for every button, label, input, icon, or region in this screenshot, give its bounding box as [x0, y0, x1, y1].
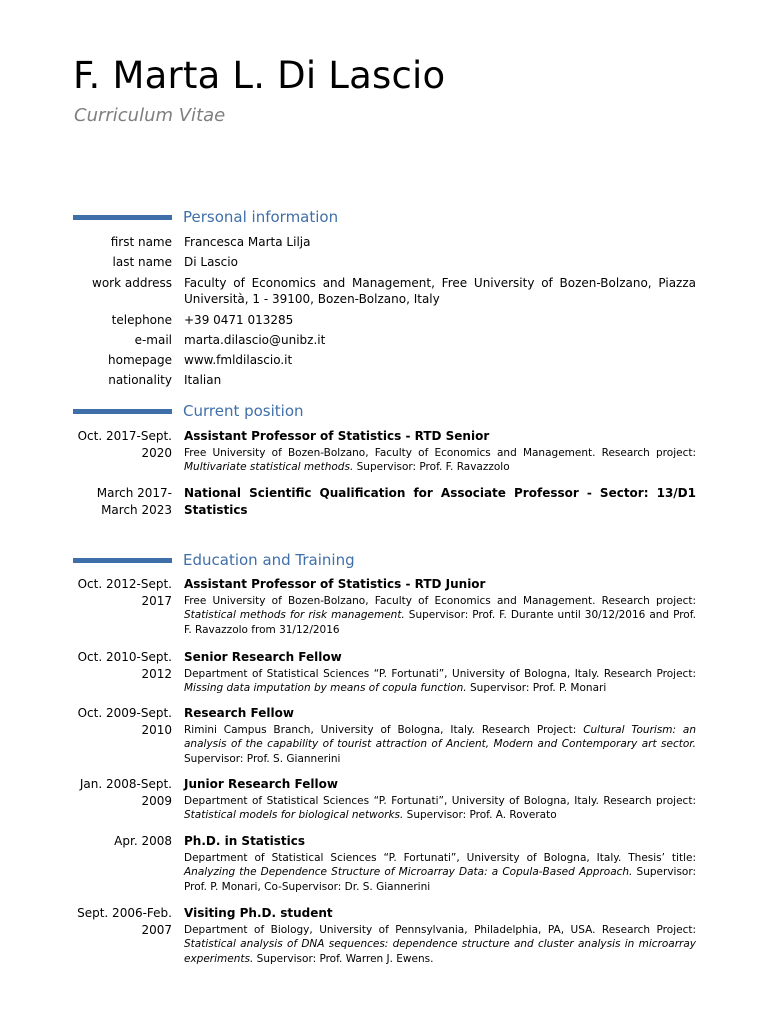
info-value: Faculty of Economics and Management, Free University of Bozen-Bolzano, Piazza Università, 1 - 39100, Bozen-Bolzano, Italy [184, 276, 696, 306]
entry-description: Department of Statistical Sciences “P. Fortunati”, University of Bologna, Italy. Research project: Statistical models for biological networks. Supervisor: Prof. A. Roverato [184, 794, 696, 821]
entry-description: Free University of Bozen-Bolzano, Faculty of Economics and Management. Research project: Multivariate statistical methods. Supervisor: Prof. F. Ravazzolo [184, 446, 696, 473]
entry-title: Assistant Professor of Statistics - RTD Senior [184, 429, 490, 443]
entry-body [184, 905, 696, 966]
homepage-link[interactable]: www.fmldilascio.it [184, 353, 293, 367]
section-personal-information [73, 207, 697, 229]
section-bar [73, 215, 172, 220]
entry-description: Department of Statistical Sciences “P. Fortunati”, University of Bologna, Italy. Thesis’ title: Analyzing the Dependence Structure of Microarray Data: a Copula-Based Approach. Supervisor: Prof. P. Monari, Co-Supervisor: Dr. S. Giannerini [184, 851, 697, 893]
entry-body [184, 705, 696, 766]
info-label: telephone [111, 313, 172, 327]
section-title: Current position [183, 402, 304, 420]
entry-title: Junior Research Fellow [184, 777, 338, 791]
entry-body [184, 833, 696, 894]
entry-body [184, 428, 696, 475]
section-bar [73, 409, 172, 414]
section-current-position [73, 401, 697, 423]
entry-date: Jan. 2008-Sept. 2009 [79, 777, 172, 808]
section-title: Personal information [183, 208, 339, 226]
entry-description: Department of Biology, University of Pennsylvania, Philadelphia, PA, USA. Research Project: Statistical analysis of DNA sequences: dependence structure and cluster analysis in microarray experiments. Supervisor: Prof. Warren J. Ewens. [184, 923, 696, 965]
entry-date: Oct. 2017-Sept. 2020 [77, 429, 172, 460]
entry-body [184, 576, 696, 637]
email-link[interactable]: marta.dilascio@unibz.it [184, 333, 326, 347]
entry-title: Assistant Professor of Statistics - RTD Junior [184, 577, 486, 591]
entry-date: Oct. 2012-Sept. 2017 [77, 577, 172, 608]
entry-date: Oct. 2009-Sept. 2010 [77, 706, 172, 737]
info-label: homepage [108, 353, 172, 367]
info-label: work address [92, 276, 172, 290]
entry-body [184, 649, 696, 696]
info-label: last name [112, 255, 172, 269]
entry-date: Oct. 2010-Sept. 2012 [77, 650, 172, 681]
section-education-training [73, 550, 697, 572]
entry-description: Rimini Campus Branch, University of Bologna, Italy. Research Project: Cultural Tourism: an analysis of the capability of tourist attraction of Ancient, Modern and Contemporary art sector. Supervisor: Prof. S. Giannerini [184, 723, 696, 765]
entry-body [184, 485, 696, 518]
entry-description: Department of Statistical Sciences “P. Fortunati”, University of Bologna, Italy. Research Project: Missing data imputation by means of copula function. Supervisor: Prof. P. Monari [184, 667, 696, 694]
info-label: nationality [108, 373, 172, 387]
info-value: Di Lascio [184, 255, 238, 269]
section-bar [73, 558, 172, 563]
info-value: Francesca Marta Lilja [184, 235, 311, 249]
cv-subtitle: Curriculum Vitae [74, 105, 226, 126]
entry-title: National Scientific Qualification for Associate Professor - Sector: 13/D1 Statistics [184, 486, 696, 517]
section-title: Education and Training [183, 551, 355, 569]
entry-date: Sept. 2006-Feb. 2007 [77, 906, 172, 937]
info-value: Italian [184, 373, 222, 387]
entry-title: Research Fellow [184, 706, 294, 720]
entry-description: Free University of Bozen-Bolzano, Faculty of Economics and Management. Research project: Statistical methods for risk management. Supervisor: Prof. F. Durante until 30/12/2016 and Prof. F. Ravazzolo from 31/12/2016 [184, 594, 696, 636]
entry-title: Senior Research Fellow [184, 650, 342, 664]
info-label: e-mail [134, 333, 172, 347]
cv-name: F. Marta L. Di Lascio [73, 54, 446, 97]
entry-title: Visiting Ph.D. student [184, 906, 333, 920]
info-value: +39 0471 013285 [184, 313, 294, 327]
entry-body [184, 776, 696, 823]
entry-title: Ph.D. in Statistics [184, 834, 306, 848]
entry-date: Apr. 2008 [114, 834, 172, 848]
info-label: first name [110, 235, 172, 249]
entry-date: March 2017-March 2023 [96, 486, 172, 517]
